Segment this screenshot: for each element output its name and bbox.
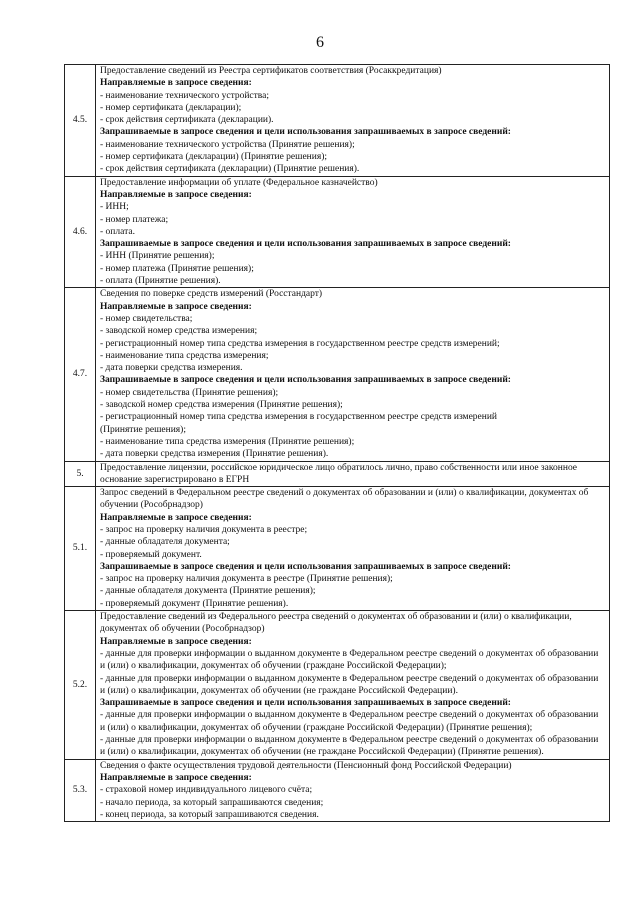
row-number: 5.2. — [65, 611, 96, 760]
row-content — [96, 461, 610, 487]
row-content — [96, 611, 610, 760]
text-line: - наименование технического устройства (Принятие решения); — [100, 139, 355, 150]
table-row — [65, 65, 610, 177]
text-line: - номер платежа; — [100, 214, 169, 225]
text-line: - начало периода, за который запрашиваются сведения; — [100, 797, 324, 808]
table-row — [65, 176, 610, 288]
table-row — [65, 288, 610, 461]
text-line: - номер платежа (Принятие решения); — [100, 263, 254, 274]
text-line: - оплата (Принятие решения). — [100, 276, 221, 287]
row-content — [96, 176, 610, 288]
text-line: - заводской номер средства измерения (Принятие решения); — [100, 400, 343, 411]
text-line: - ИНН (Принятие решения); — [100, 251, 215, 262]
text-line: - проверяемый документ. — [100, 549, 202, 560]
table-row — [65, 461, 610, 487]
row-content — [96, 759, 610, 821]
text-line: - номер свидетельства (Принятие решения); — [100, 387, 279, 398]
text-line: Предоставление сведений из Федерального реестра сведений о документах об образовании и (или) о квалификации, документах об обучении (Рособрнадзор) — [100, 612, 572, 635]
row-number: 5.1. — [65, 487, 96, 611]
text-line: - оплата. — [100, 226, 135, 237]
text-line: - заводской номер средства измерения; — [100, 326, 258, 337]
text-line: - регистрационный номер типа средства измерения в государственном реестре средств измерений; — [100, 338, 500, 349]
text-line: - данные для проверки информации о выданном документе в Федеральном реестре сведений о документах об образовании и (или) о квалификации, документах об обучении (граждане Российской Федерации); — [100, 648, 599, 672]
text-line: - наименование типа средства измерения (Принятие решения); — [100, 436, 355, 447]
text-line: Предоставление лицензии, российское юридическое лицо обратилось лично, право собственности или иное законное основание зарегистрировано в ЕГРН — [100, 462, 578, 485]
requests-table — [64, 64, 610, 822]
section-heading: Запрашиваемые в запросе сведения и цели использования запрашиваемых в запросе сведений: — [100, 127, 511, 138]
text-line: - наименование типа средства измерения; — [100, 350, 269, 361]
row-number: 5.3. — [65, 759, 96, 821]
page-number: 6 — [316, 34, 324, 51]
text-line: (Принятие решения); — [100, 424, 186, 435]
text-line: Предоставление сведений из Реестра сертификатов соответствия (Росаккредитация) — [100, 66, 442, 76]
text-line: - номер сертификата (декларации); — [100, 102, 242, 113]
text-line: - запрос на проверку наличия документа в реестре (Принятие решения); — [100, 574, 393, 585]
text-line: - проверяемый документ (Принятие решения). — [100, 598, 289, 609]
text-line: - регистрационный номер типа средства измерения в государственном реестре средств измерений — [100, 412, 498, 423]
row-content — [96, 65, 610, 177]
row-number: 4.5. — [65, 65, 96, 177]
section-heading: Направляемые в запросе сведения: — [100, 512, 252, 523]
table-row — [65, 759, 610, 821]
text-line: - срок действия сертификата (декларации). — [100, 115, 274, 126]
row-content — [96, 487, 610, 611]
table-row — [65, 487, 610, 611]
text-line: - данные обладателя документа; — [100, 537, 230, 548]
section-heading: Запрашиваемые в запросе сведения и цели использования запрашиваемых в запросе сведений: — [100, 698, 511, 709]
section-heading: Запрашиваемые в запросе сведения и цели использования запрашиваемых в запросе сведений: — [100, 239, 511, 250]
text-line: - данные для проверки информации о выданном документе в Федеральном реестре сведений о документах об образовании и (или) о квалификации, документах об обучении (не граждане Российской Федерации) (Принятие решения). — [100, 735, 599, 758]
text-line: - конец периода, за который запрашиваются сведения. — [100, 809, 319, 820]
section-heading: Направляемые в запросе сведения: — [100, 301, 252, 312]
text-line: Сведения по поверке средств измерений (Росстандарт) — [100, 289, 323, 300]
section-heading: Направляемые в запросе сведения: — [100, 636, 252, 647]
text-line: - данные обладателя документа (Принятие решения); — [100, 586, 316, 597]
row-number: 4.7. — [65, 288, 96, 461]
text-line: - ИНН; — [100, 202, 129, 213]
text-line: - дата поверки средства измерения. — [100, 363, 243, 374]
row-number: 4.6. — [65, 176, 96, 288]
text-line: - данные для проверки информации о выданном документе в Федеральном реестре сведений о документах об образовании и (или) о квалификации, документах об обучении (граждане Российской Федерации) (Принятие решения); — [100, 710, 599, 733]
text-line: Сведения о факте осуществления трудовой деятельности (Пенсионный фонд Российской Федерации) — [100, 760, 512, 771]
text-line: - номер свидетельства; — [100, 313, 193, 324]
section-heading: Направляемые в запросе сведения: — [100, 189, 252, 200]
row-number: 5. — [65, 461, 96, 487]
text-line: - данные для проверки информации о выданном документе в Федеральном реестре сведений о документах об образовании и (или) о квалификации, документах об обучении (не граждане Российской Федерации). — [100, 673, 599, 696]
section-heading: Запрашиваемые в запросе сведения и цели использования запрашиваемых в запросе сведений: — [100, 375, 511, 386]
text-line: - номер сертификата (декларации) (Принятие решения); — [100, 152, 328, 163]
text-line: Предоставление информации об уплате (Федеральное казначейство) — [100, 177, 378, 188]
section-heading: Направляемые в запросе сведения: — [100, 772, 252, 783]
text-line: - страховой номер индивидуального лицевого счёта; — [100, 785, 313, 796]
text-line: - запрос на проверку наличия документа в реестре; — [100, 524, 308, 535]
section-heading: Запрашиваемые в запросе сведения и цели использования запрашиваемых в запросе сведений: — [100, 561, 511, 572]
row-content — [96, 288, 610, 461]
text-line: - дата поверки средства измерения (Принятие решения). — [100, 449, 329, 460]
text-line: - срок действия сертификата (декларации) (Принятие решения). — [100, 164, 360, 175]
section-heading: Направляемые в запросе сведения: — [100, 78, 252, 89]
text-line: Запрос сведений в Федеральном реестре сведений о документах об образовании и (или) о квалификации, документах об обучении (Рособрнадзор) — [100, 488, 589, 511]
text-line: - наименование технического устройства; — [100, 90, 270, 101]
table-row — [65, 611, 610, 760]
